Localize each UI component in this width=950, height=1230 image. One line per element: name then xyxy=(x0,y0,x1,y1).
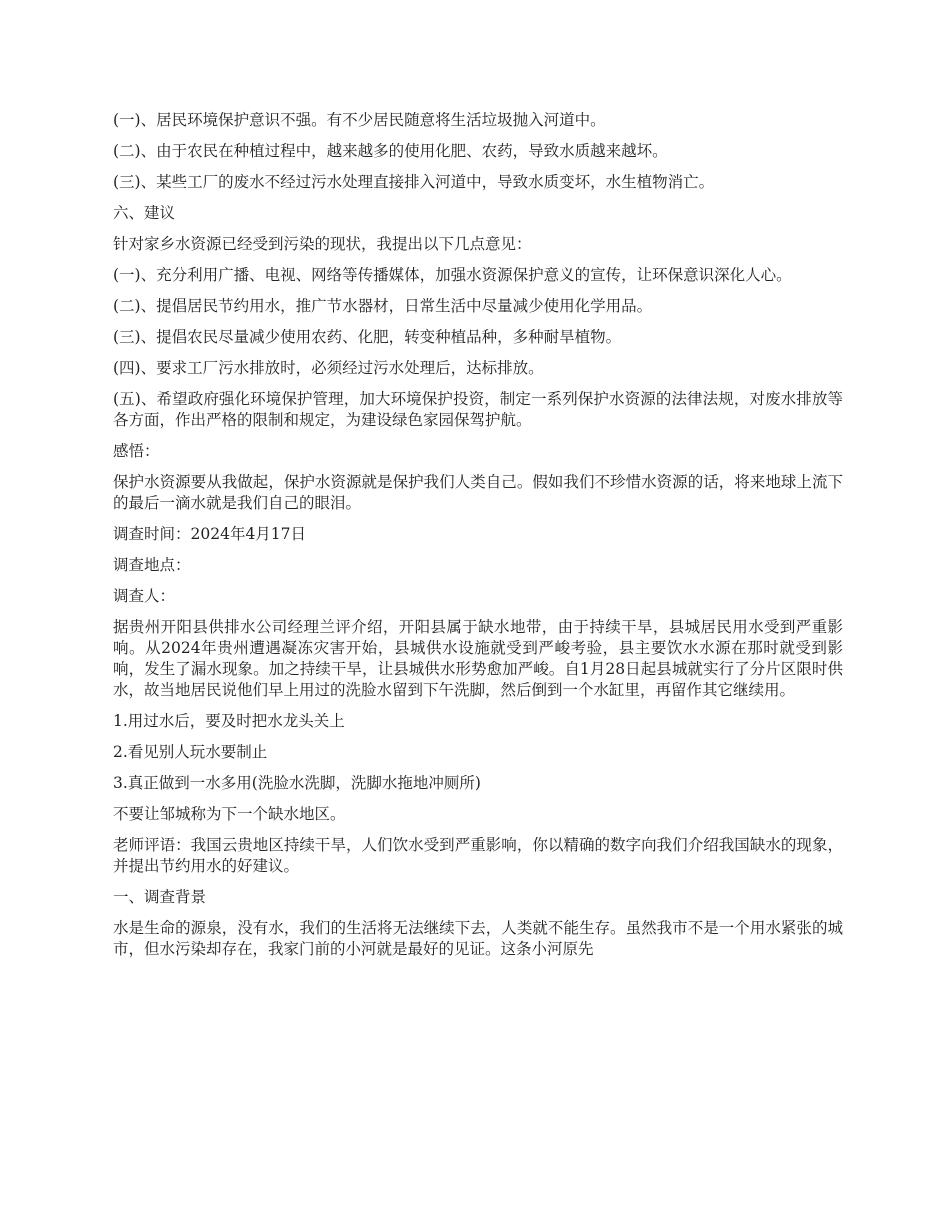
section-heading-suggestions: 六、建议 xyxy=(113,204,176,222)
heading-reflection: 感悟： xyxy=(113,442,160,460)
paragraph-cause-3: (三)、某些工厂的废水不经过污水处理直接排入河道中，导致水质变坏，水生植物消亡。 xyxy=(113,173,715,191)
paragraph-suggestion-2: (二)、提倡居民节约用水，推广节水器材，日常生活中尽量减少使用化学用品。 xyxy=(113,297,653,315)
list-item-tip-3: 3.真正做到一水多用(洗脸水洗脚，洗脚水拖地冲厕所) xyxy=(113,774,481,792)
section-heading-background: 一、调查背景 xyxy=(113,888,207,906)
survey-time: 调查时间：2024年4月17日 xyxy=(113,525,307,543)
paragraph-cause-1: (一)、居民环境保护意识不强。有不少居民随意将生活垃圾抛入河道中。 xyxy=(113,111,606,129)
paragraph-suggestion-5: (五)、希望政府强化环境保护管理，加大环境保护投资，制定一系列保护水资源的法律法规，对废水排放等各方面，作出严格的限制和规定，为建设绿色家园保驾护航。 xyxy=(113,390,843,429)
paragraph-closing-remark: 不要让邹城称为下一个缺水地区。 xyxy=(113,805,346,823)
survey-person: 调查人： xyxy=(113,587,176,605)
paragraph-cause-2: (二)、由于农民在种植过程中，越来越多的使用化肥、农药，导致水质越来越坏。 xyxy=(113,142,668,160)
paragraph-suggestions-intro: 针对家乡水资源已经受到污染的现状，我提出以下几点意见： xyxy=(113,235,532,253)
paragraph-teacher-comment: 老师评语：我国云贵地区持续干旱，人们饮水受到严重影响，你以精确的数字向我们介绍我国缺水的现象，并提出节约用水的好建议。 xyxy=(113,836,843,875)
paragraph-reflection: 保护水资源要从我做起，保护水资源就是保护我们人类自己。假如我们不珍惜水资源的话，将来地球上流下的最后一滴水就是我们自己的眼泪。 xyxy=(113,473,843,512)
paragraph-suggestion-1: (一)、充分利用广播、电视、网络等传播媒体，加强水资源保护意义的宣传，让环保意识深化人心。 xyxy=(113,266,792,284)
paragraph-background: 水是生命的源泉，没有水，我们的生活将无法继续下去，人类就不能生存。虽然我市不是一个用水紧张的城市，但水污染却存在，我家门前的小河就是最好的见证。这条小河原先 xyxy=(113,919,843,958)
document-body xyxy=(113,110,843,970)
paragraph-suggestion-4: (四)、要求工厂污水排放时，必须经过污水处理后，达标排放。 xyxy=(113,359,544,377)
paragraph-guizhou-report: 据贵州开阳县供排水公司经理兰评介绍，开阳县属于缺水地带，由于持续干旱，县城居民用水受到严重影响。从2024年贵州遭遇凝冻灾害开始，县城供水设施就受到严峻考验，县主要饮水水源在那时就受到影响，发生了漏水现象。加之持续干旱，让县城供水形势愈加严峻。自1月28日起县城就实行了分片区限时供水，故当地居民说他们早上用过的洗脸水留到下午洗脚，然后倒到一个水缸里，再留作其它继续用。 xyxy=(113,618,843,699)
list-item-tip-1: 1.用过水后，要及时把水龙头关上 xyxy=(113,712,345,730)
paragraph-suggestion-3: (三)、提倡农民尽量减少使用农药、化肥，转变种植品种，多种耐旱植物。 xyxy=(113,328,622,346)
list-item-tip-2: 2.看见别人玩水要制止 xyxy=(113,743,268,761)
survey-location: 调查地点： xyxy=(113,556,191,574)
